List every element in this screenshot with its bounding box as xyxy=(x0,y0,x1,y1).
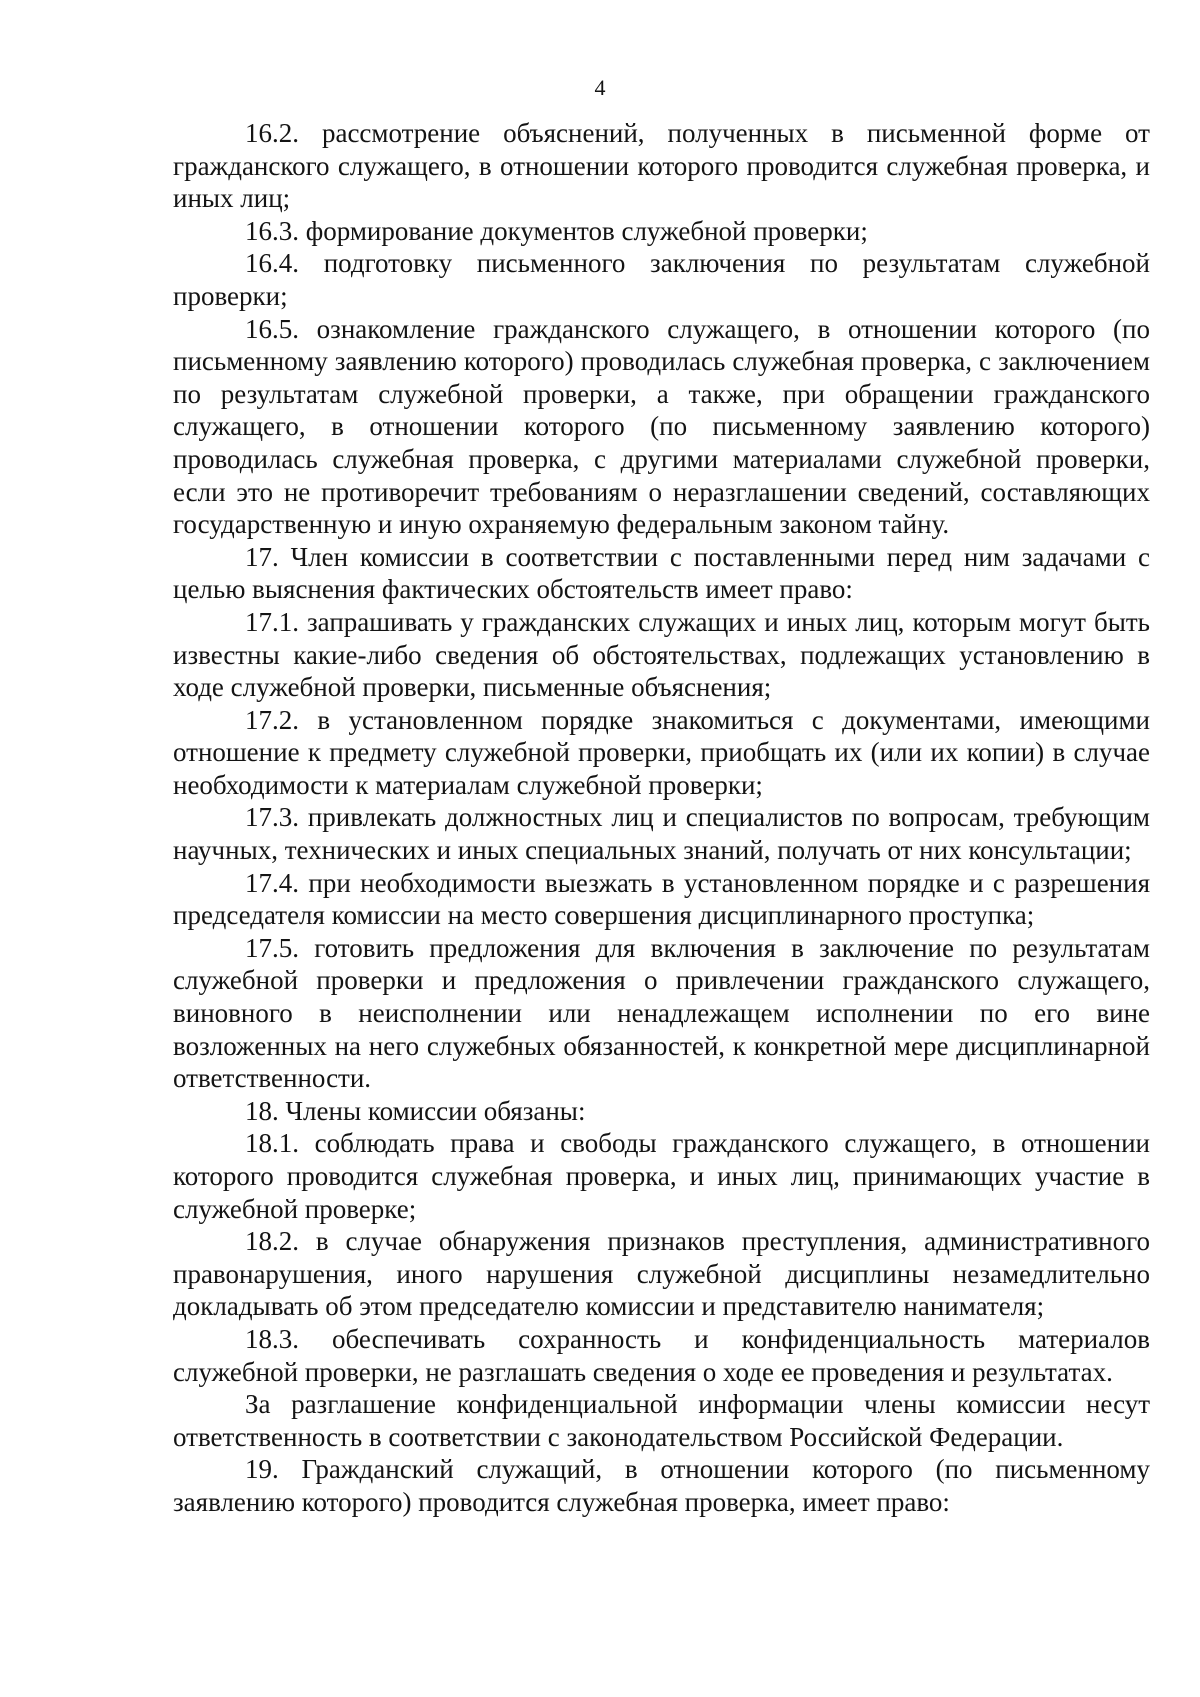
paragraph-16-4: 16.4. подготовку письменного заключения по результатам служебной проверки; xyxy=(173,248,1150,311)
paragraph-17-5: 17.5. готовить предложения для включения в заключение по результатам служебной проверки и предложения о привлечении гражданского служащего, виновного в неисполнении или ненадлежащем исполнении по его вине возложенных на него служебных обязанностей, к конкретной мере дисциплинарной ответственности. xyxy=(173,932,1150,1094)
paragraph-16-5: 16.5. ознакомление гражданского служащего, в отношении которого (по письменному заявлению которого) проводилась служебная проверка, с заключением по результатам служебной проверки, а также, при обращении гражданского служащего, в отношении которого (по письменному заявлению которого) проводилась служебная проверка, с другими материалами служебной проверки, если это не противоречит требованиям о неразглашении сведений, составляющих государственную и иную охраняемую федеральным законом тайну. xyxy=(173,313,1150,540)
paragraph-17-1: 17.1. запрашивать у гражданских служащих и иных лиц, которым могут быть известны какие-либо сведения об обстоятельствах, подлежащих установлению в ходе служебной проверки, письменные объяснения; xyxy=(173,606,1150,703)
paragraph-18-3: 18.3. обеспечивать сохранность и конфиденциальность материалов служебной проверки, не разглашать сведения о ходе ее проведения и результатах. xyxy=(173,1323,1150,1387)
paragraph-16-2: 16.2. рассмотрение объяснений, полученных в письменной форме от гражданского служащего, в отношении которого проводится служебная проверка, и иных лиц; xyxy=(173,118,1150,214)
paragraph-19: 19. Гражданский служащий, в отношении которого (по письменному заявлению которого) проводится служебная проверка, имеет право: xyxy=(173,1454,1150,1517)
paragraph-16-3: 16.3. формирование документов служебной проверки; xyxy=(245,215,868,246)
paragraph-18: 18. Члены комиссии обязаны: xyxy=(245,1095,586,1126)
paragraph-17: 17. Член комиссии в соответствии с поставленными перед ним задачами с целью выяснения фактических обстоятельств имеет право: xyxy=(173,541,1150,605)
paragraph-17-4: 17.4. при необходимости выезжать в установленном порядке и с разрешения председателя комиссии на место совершения дисциплинарного проступка; xyxy=(173,867,1150,931)
paragraph-17-2: 17.2. в установленном порядке знакомиться с документами, имеющими отношение к предмету служебной проверки, приобщать их (или их копии) в случае необходимости к материалам служебной проверки; xyxy=(173,704,1150,800)
page-number: 4 xyxy=(594,75,606,100)
paragraph-17-3: 17.3. привлекать должностных лиц и специалистов по вопросам, требующим научных, технических и иных специальных знаний, получать от них консультации; xyxy=(173,802,1150,866)
paragraph-18-2: 18.2. в случае обнаружения признаков преступления, административного правонарушения, иного нарушения служебной дисциплины незамедлительно докладывать об этом председателю комиссии и представителю нанимателя; xyxy=(173,1226,1150,1322)
paragraph-confidentiality: За разглашение конфиденциальной информации члены комиссии несут ответственность в соответствии с законодательством Российской Федерации. xyxy=(173,1389,1150,1452)
document-body xyxy=(173,117,1150,1519)
paragraph-18-1: 18.1. соблюдать права и свободы гражданского служащего, в отношении которого проводится служебная проверка, и иных лиц, принимающих участие в служебной проверке; xyxy=(173,1128,1150,1224)
